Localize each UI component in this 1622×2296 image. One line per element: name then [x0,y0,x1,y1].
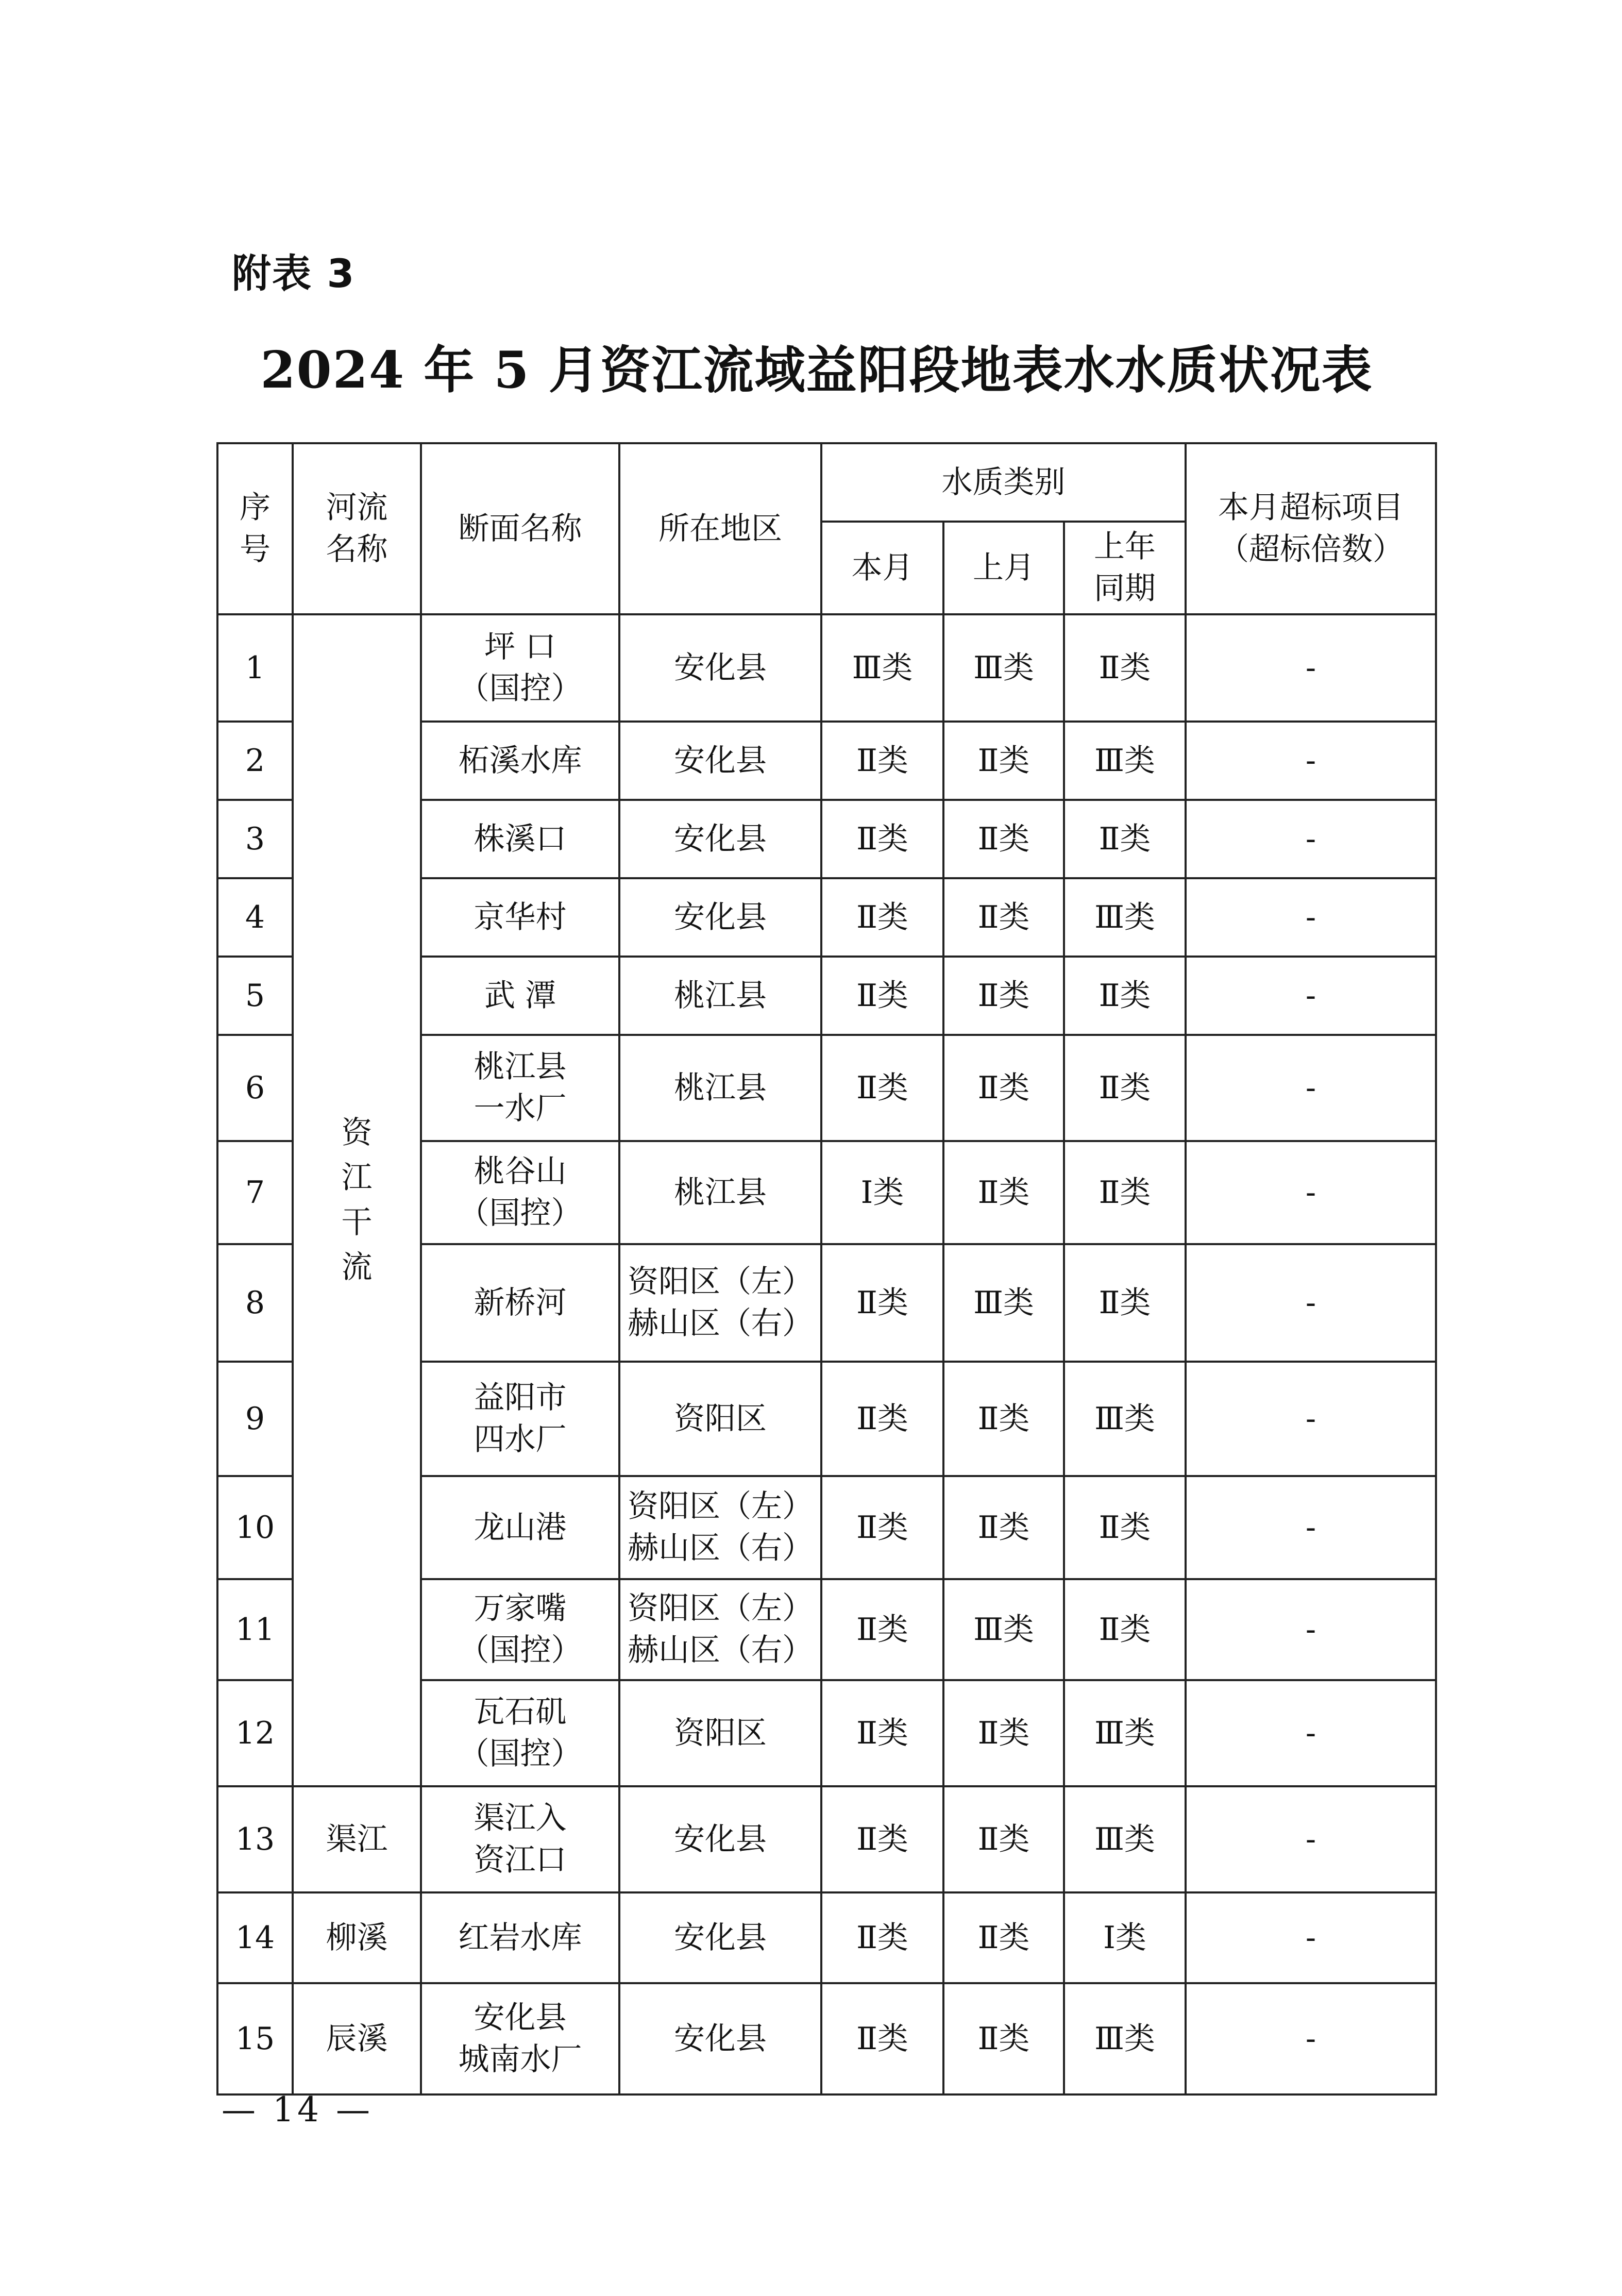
region: 安化县 [619,878,821,957]
region: 资阳区 [619,1362,821,1476]
exceed-items: - [1186,1983,1436,2094]
exceed-items: - [1186,957,1436,1035]
exceed-items: - [1186,1579,1436,1680]
row-seq: 10 [217,1476,293,1579]
quality-this-month: Ⅱ类 [821,1680,943,1786]
row-seq: 11 [217,1579,293,1680]
quality-last-year: Ⅱ类 [1064,1476,1186,1579]
row-seq: 2 [217,722,293,800]
header-seq: 序 号 [217,443,293,614]
row-seq: 13 [217,1786,293,1892]
quality-this-month: Ⅱ类 [821,878,943,957]
section-name: 益阳市 四水厂 [421,1362,619,1476]
quality-last-month: Ⅱ类 [943,1035,1064,1141]
section-name: 安化县 城南水厂 [421,1983,619,2094]
region: 桃江县 [619,1141,821,1244]
exceed-items: - [1186,1035,1436,1141]
section-name: 新桥河 [421,1244,619,1362]
row-seq: 8 [217,1244,293,1362]
header-river: 河流 名称 [293,443,421,614]
section-name: 柘溪水库 [421,722,619,800]
quality-this-month: Ⅱ类 [821,1035,943,1141]
quality-last-month: Ⅱ类 [943,1892,1064,1983]
quality-this-month: Ⅱ类 [821,1244,943,1362]
river-name-cell: 渠江 [293,1786,421,1892]
section-name: 株溪口 [421,800,619,878]
river-name-cell: 柳溪 [293,1892,421,1983]
quality-this-month: Ⅱ类 [821,800,943,878]
quality-last-year: Ⅲ类 [1064,1362,1186,1476]
region: 资阳区（左） 赫山区（右） [619,1579,821,1680]
exceed-items: - [1186,800,1436,878]
section-name: 桃江县 一水厂 [421,1035,619,1141]
annex-label: 附表 3 [232,250,356,296]
quality-last-month: Ⅱ类 [943,1680,1064,1786]
quality-this-month: Ⅲ类 [821,614,943,722]
quality-last-year: Ⅱ类 [1064,1244,1186,1362]
quality-last-year: Ⅲ类 [1064,1983,1186,2094]
quality-last-month: Ⅱ类 [943,800,1064,878]
region: 安化县 [619,614,821,722]
exceed-items: - [1186,1892,1436,1983]
section-name: 红岩水库 [421,1892,619,1983]
exceed-items: - [1186,614,1436,722]
quality-this-month: Ⅱ类 [821,1983,943,2094]
quality-last-year: Ⅱ类 [1064,1141,1186,1244]
row-seq: 5 [217,957,293,1035]
exceed-items: - [1186,1244,1436,1362]
exceed-items: - [1186,1786,1436,1892]
row-seq: 12 [217,1680,293,1786]
quality-last-month: Ⅱ类 [943,1141,1064,1244]
quality-last-year: Ⅰ类 [1064,1892,1186,1983]
quality-last-year: Ⅲ类 [1064,722,1186,800]
row-seq: 15 [217,1983,293,2094]
quality-last-year: Ⅲ类 [1064,878,1186,957]
quality-this-month: Ⅱ类 [821,1786,943,1892]
region: 桃江县 [619,1035,821,1141]
quality-last-month: Ⅲ类 [943,1244,1064,1362]
row-seq: 3 [217,800,293,878]
section-name: 桃谷山 （国控） [421,1141,619,1244]
quality-this-month: Ⅱ类 [821,1892,943,1983]
quality-last-year: Ⅱ类 [1064,1035,1186,1141]
region: 安化县 [619,1892,821,1983]
exceed-items: - [1186,1476,1436,1579]
header-region: 所在地区 [619,443,821,614]
quality-last-month: Ⅱ类 [943,878,1064,957]
section-name: 瓦石矶 （国控） [421,1680,619,1786]
exceed-items: - [1186,878,1436,957]
document-title: 2024 年 5 月资江流域益阳段地表水水质状况表 [260,341,1373,400]
region: 资阳区（左） 赫山区（右） [619,1244,821,1362]
region: 安化县 [619,800,821,878]
quality-last-month: Ⅱ类 [943,957,1064,1035]
river-name-cell: 辰溪 [293,1983,421,2094]
quality-last-month: Ⅱ类 [943,1983,1064,2094]
exceed-items: - [1186,1141,1436,1244]
section-name: 万家嘴 （国控） [421,1579,619,1680]
row-seq: 4 [217,878,293,957]
exceed-items: - [1186,722,1436,800]
quality-last-year: Ⅱ类 [1064,957,1186,1035]
region: 安化县 [619,722,821,800]
quality-last-month: Ⅱ类 [943,1786,1064,1892]
header-last-year: 上年 同期 [1064,522,1186,614]
row-seq: 9 [217,1362,293,1476]
quality-this-month: Ⅱ类 [821,1362,943,1476]
row-seq: 7 [217,1141,293,1244]
region: 桃江县 [619,957,821,1035]
header-exceed: 本月超标项目 （超标倍数） [1186,443,1436,614]
quality-this-month: Ⅱ类 [821,1579,943,1680]
quality-last-year: Ⅱ类 [1064,800,1186,878]
exceed-items: - [1186,1680,1436,1786]
quality-last-year: Ⅲ类 [1064,1786,1186,1892]
exceed-items: - [1186,1362,1436,1476]
section-name: 龙山港 [421,1476,619,1579]
quality-last-year: Ⅱ类 [1064,1579,1186,1680]
quality-last-month: Ⅱ类 [943,722,1064,800]
region: 安化县 [619,1983,821,2094]
row-seq: 1 [217,614,293,722]
header-last-month: 上月 [943,522,1064,614]
quality-this-month: Ⅰ类 [821,1141,943,1244]
region: 资阳区（左） 赫山区（右） [619,1476,821,1579]
row-seq: 6 [217,1035,293,1141]
section-name: 武 潭 [421,957,619,1035]
water-quality-table [216,442,1437,2096]
quality-last-month: Ⅲ类 [943,1579,1064,1680]
header-section: 断面名称 [421,443,619,614]
quality-this-month: Ⅱ类 [821,1476,943,1579]
river-name-cell: 资 江 干 流 [293,614,421,1786]
section-name: 京华村 [421,878,619,957]
row-seq: 14 [217,1892,293,1983]
quality-this-month: Ⅱ类 [821,722,943,800]
quality-last-year: Ⅲ类 [1064,1680,1186,1786]
header-this-month: 本月 [821,522,943,614]
section-name: 渠江入 资江口 [421,1786,619,1892]
region: 资阳区 [619,1680,821,1786]
quality-last-month: Ⅱ类 [943,1362,1064,1476]
quality-last-year: Ⅱ类 [1064,614,1186,722]
region: 安化县 [619,1786,821,1892]
quality-this-month: Ⅱ类 [821,957,943,1035]
header-quality-group: 水质类别 [821,443,1186,522]
page-number: — 14 — [222,2090,373,2130]
quality-last-month: Ⅲ类 [943,614,1064,722]
section-name: 坪 口 （国控） [421,614,619,722]
quality-last-month: Ⅱ类 [943,1476,1064,1579]
